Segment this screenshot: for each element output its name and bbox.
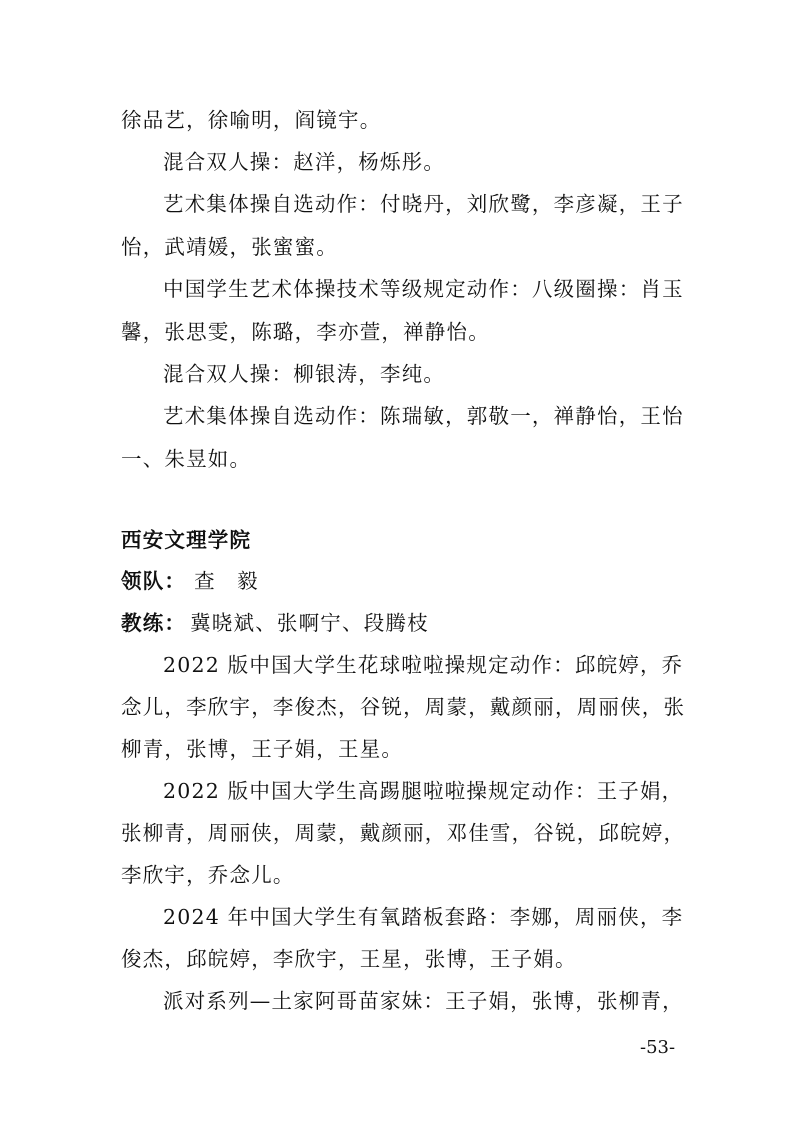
text-line: 念儿，李欣宇，李俊杰，谷锐，周蒙，戴颜丽，周丽侠，张: [121, 695, 686, 719]
coach-line: [121, 613, 429, 634]
text-line: 李欣宇，乔念儿。: [121, 863, 295, 887]
coach-value: 冀晓斌、张啊宁、段腾枝: [190, 611, 429, 635]
text-line: 艺术集体操自选动作：付晓丹，刘欣鹭，李彦凝，王子: [163, 192, 684, 216]
leader-value: 查 毅: [194, 569, 266, 593]
text-line: 2022 版中国大学生花球啦啦操规定动作：邱皖婷，乔: [163, 653, 684, 677]
text-line: 2024 年中国大学生有氧踏板套路：李娜，周丽侠，李: [163, 905, 684, 929]
text-line: 混合双人操：赵洋，杨烁彤。: [163, 150, 446, 174]
section-title: 西安文理学院: [121, 528, 252, 552]
text-line: 混合双人操：柳银涛，李纯。: [163, 362, 446, 386]
text-line: 一、朱昱如。: [121, 447, 252, 471]
coach-label: 教练：: [121, 611, 187, 635]
text-line: 柳青，张博，王子娟，王星。: [121, 737, 404, 761]
text-line: 俊杰，邱皖婷，李欣宇，王星，张博，王子娟。: [121, 947, 577, 971]
leader-line: [121, 571, 266, 592]
text-line: 2022 版中国大学生高踢腿啦啦操规定动作：王子娟，: [163, 779, 684, 803]
text-line: 张柳青，周丽侠，周蒙，戴颜丽，邓佳雪，谷锐，邱皖婷，: [121, 821, 686, 845]
text-line: 派对系列—土家阿哥苗家妹：王子娟，张博，张柳青，: [163, 989, 684, 1013]
text-line: 艺术集体操自选动作：陈瑞敏，郭敬一，禅静怡，王怡: [163, 404, 684, 428]
text-line: 馨，张思雯，陈璐，李亦萱，禅静怡。: [121, 320, 490, 344]
text-line: 怡，武靖媛，张蜜蜜。: [121, 235, 338, 259]
leader-label: 领队：: [121, 569, 187, 593]
page-number: -53-: [640, 1037, 676, 1058]
text-line: 徐品艺，徐喻明，阎镜宇。: [121, 108, 382, 132]
text-line: 中国学生艺术体操技术等级规定动作：八级圈操：肖玉: [163, 277, 684, 301]
